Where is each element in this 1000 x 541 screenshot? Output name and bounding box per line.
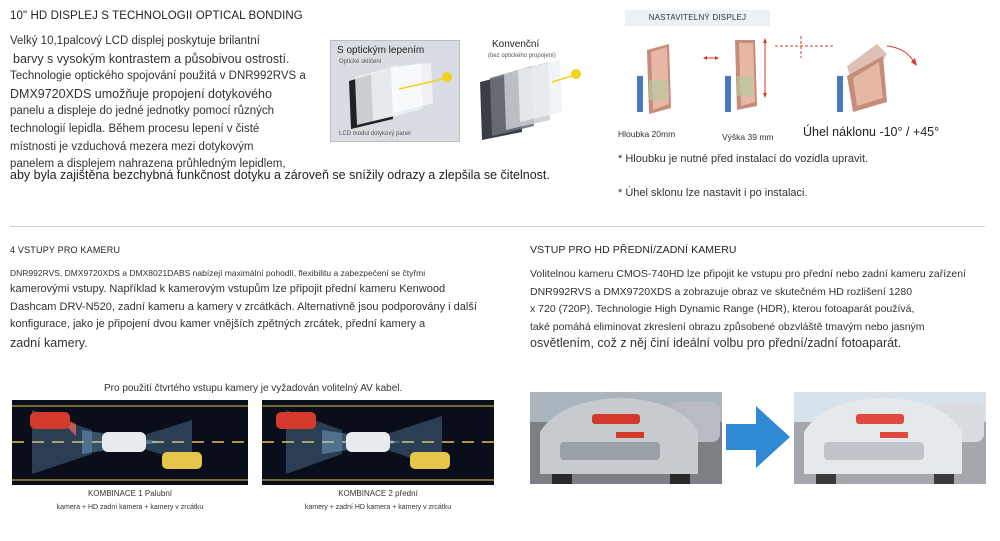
hd-display-last-line: aby byla zajištěna bezchybná funkčnost dotyku a zároveň se snížily odrazy a zlepšila se čitelnost. xyxy=(10,168,550,182)
optical-figure-bottom-label: LCD modul dotykový panel xyxy=(339,131,411,137)
intro-line-5: panelu a displeje do jedné jednotky pomocí různých xyxy=(10,105,275,118)
intro-line-7: místnosti je vzduchová mezera mezi dotykovým xyxy=(10,140,254,153)
hd-camera-heading: VSTUP PRO HD PŘEDNÍ/ZADNÍ KAMERU xyxy=(530,244,737,256)
combination-2-title: KOMBINACE 2 přední xyxy=(338,489,418,498)
hd-camera-paragraph xyxy=(530,266,980,336)
hd-camera-last-line: osvětlením, což z něj činí ideální volbu pro přední/zadní fotoaparát. xyxy=(530,336,902,350)
camera-inputs-line-3: konfigurace, jako je připojení dvou kamer vnějších zpětných zrcátek, přední kamery a xyxy=(10,318,426,330)
tilt-note: * Úhel sklonu lze nastavit i po instalaci. xyxy=(618,187,808,199)
conventional-panel-illustration xyxy=(470,60,600,140)
combination-1-subtitle: kamera + HD zadní kamera + kamery v zrcátku xyxy=(56,504,204,511)
light-source-icon xyxy=(442,72,452,82)
depth-label: Hloubka 20mm xyxy=(618,129,676,139)
camera-inputs-line-1: kamerovými vstupy. Například k kamerovým vstupům lze připojit přední kameru Kenwood xyxy=(10,283,446,295)
hd-display-paragraph xyxy=(10,33,315,174)
red-car-icon xyxy=(30,412,70,429)
optical-figure-glass-label: Optické sklíčení xyxy=(339,59,382,65)
camera-inputs-line-2: Dashcam DRV-N520, zadní kameru a kamery v zrcátkách. Alternativně jsou podporovány i další xyxy=(10,300,477,313)
red-car-icon xyxy=(276,412,316,429)
conventional-figure xyxy=(470,36,600,146)
intro-line-3: Technologie optického spojování použitá v DNR992RVS a xyxy=(10,70,306,83)
own-car-icon xyxy=(346,432,390,452)
camera-inputs-heading: 4 VSTUPY PRO KAMERU xyxy=(10,245,121,255)
camera-photo-after xyxy=(794,392,986,484)
conventional-figure-subtitle: (bez optického propojení) xyxy=(488,53,556,59)
own-car-icon xyxy=(102,432,146,452)
combination-2-diagram xyxy=(262,400,494,485)
conventional-figure-title: Konvenční xyxy=(492,39,540,50)
intro-line-2: barvy s vysokým kontrastem a působivou ostrostí. xyxy=(13,51,290,66)
hd-camera-line-3: x 720 (720P). Technologie High Dynamic Range (HDR), kterou fotoaparát používá, xyxy=(530,303,915,315)
hd-camera-line-2: DNR992RVS a DMX9720XDS a zobrazuje obraz ve skutečném HD rozlišení 1280 xyxy=(530,285,913,298)
camera-inputs-last-line: zadní kamery. xyxy=(10,336,88,350)
intro-line-8: panelem a displejem nahrazena průhledným lepidlem, xyxy=(10,158,286,171)
camera-inputs-paragraph xyxy=(10,281,530,334)
height-label: Výška 39 mm xyxy=(722,132,774,142)
light-source-icon xyxy=(571,69,581,79)
adjustable-display-title: NASTAVITELNÝ DISPLEJ xyxy=(625,10,770,26)
hd-display-heading: 10" HD DISPLEJ S TECHNOLOGII OPTICAL BONDING xyxy=(10,10,303,22)
intro-line-1: Velký 10,1palcový LCD displej poskytuje brilantní xyxy=(10,35,260,47)
hd-camera-line-1: Volitelnou kameru CMOS-740HD lze připojit ke vstupu pro přední nebo zadní kameru zařízení xyxy=(530,268,966,280)
yellow-car-icon xyxy=(162,452,202,469)
optical-bonding-figure xyxy=(330,40,460,142)
improvement-arrow-icon xyxy=(726,404,790,470)
depth-note: * Hloubku je nutné před instalací do vozidla upravit. xyxy=(618,153,869,165)
av-cable-note: Pro použití čtvrtého vstupu kamery je vyžadován volitelný AV kabel. xyxy=(104,383,403,394)
tilt-angle-label: Úhel náklonu -10° / +45° xyxy=(803,125,940,139)
optical-figure-title: S optickým lepením xyxy=(337,45,425,56)
camera-photo-before xyxy=(530,392,722,484)
camera-inputs-line-small: DNR992RVS, DMX9720XDS a DMX8021DABS nabízejí maximální pohodlí, flexibilitu a zabezpečení se čtyřmi xyxy=(10,268,426,278)
yellow-car-icon xyxy=(410,452,450,469)
optical-panel-illustration xyxy=(331,63,461,133)
combination-1-title: KOMBINACE 1 Palubní xyxy=(87,489,173,498)
combination-2-subtitle: kamery + zadní HD kamera + kamery v zrcátku xyxy=(304,504,452,511)
intro-line-6: technologií lepidla. Během procesu lepení v čisté xyxy=(10,122,260,135)
intro-line-4: DMX9720XDS umožňuje propojení dotykového xyxy=(10,86,272,101)
adjustable-display-illustration xyxy=(625,36,955,136)
combination-1-diagram xyxy=(12,400,248,485)
hd-camera-line-4: také pomáhá eliminovat zkreslení obrazu způsobené obzvláště tmavým nebo jasným xyxy=(530,320,925,333)
combination-2-caption xyxy=(262,487,494,515)
section-divider xyxy=(10,226,985,227)
combination-1-caption xyxy=(12,487,248,515)
